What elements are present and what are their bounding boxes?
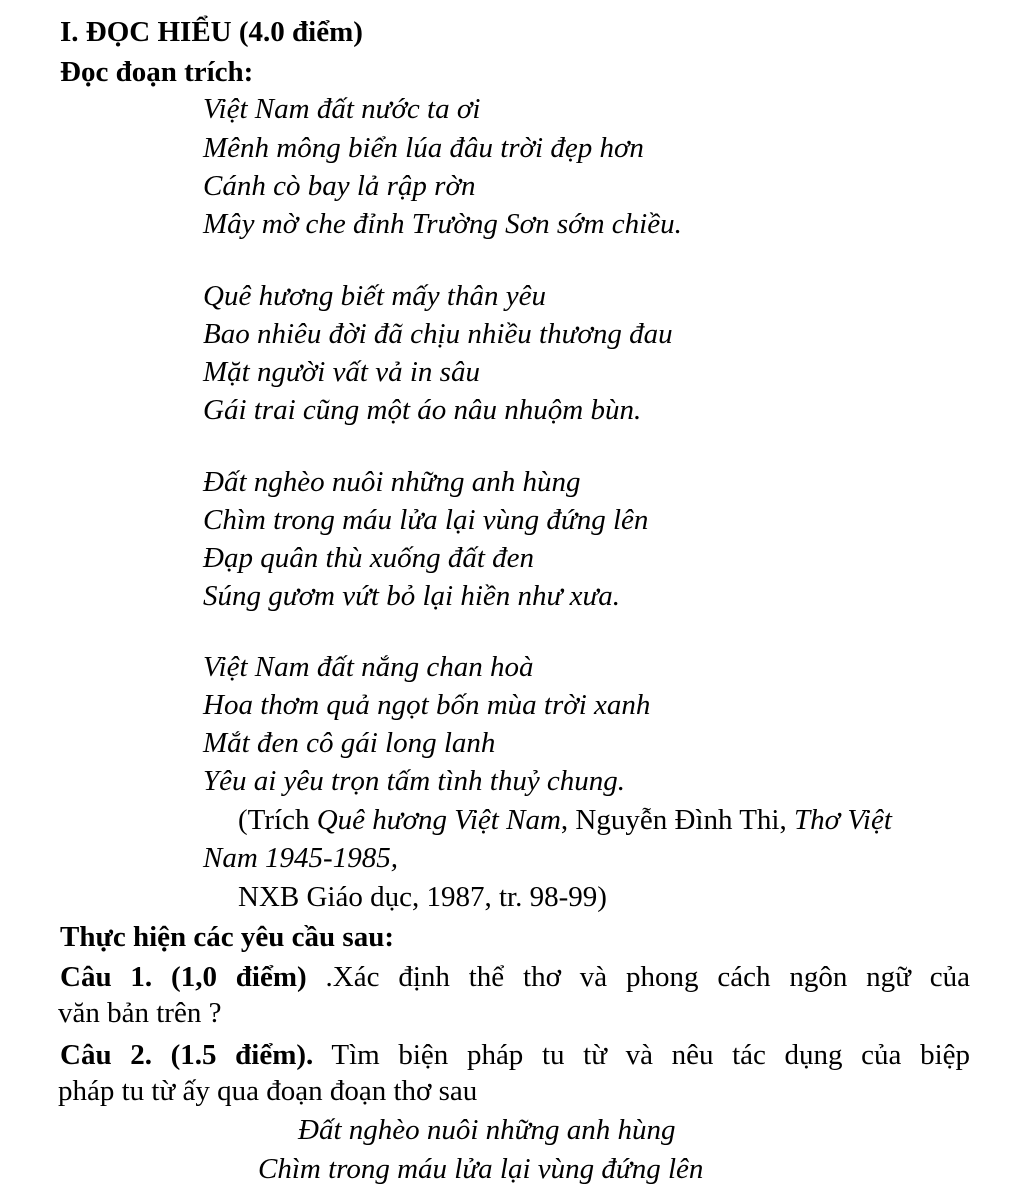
source-citation-line-2: Nam 1945-1985, — [203, 842, 398, 874]
source-work-title: Quê hương Việt Nam — [316, 804, 561, 836]
read-label: Đọc đoạn trích: — [60, 56, 254, 88]
poem-line: Chìm trong máu lửa lại vùng đứng lên — [203, 504, 649, 536]
source-open: (Trích — [238, 804, 317, 836]
excerpt-line: Chìm trong máu lửa lại vùng đứng lên — [258, 1153, 704, 1185]
source-publisher: NXB Giáo dục, 1987, tr. 98-99) — [238, 881, 607, 913]
question-1-line-2: văn bản trên ? — [58, 997, 222, 1029]
source-collection: Thơ Việt — [793, 804, 892, 836]
question-1-line-1 — [60, 961, 970, 994]
poem-line: Mênh mông biển lúa đâu trời đẹp hơn — [203, 132, 644, 164]
source-citation-line-1 — [238, 806, 892, 835]
poem-line: Đất nghèo nuôi những anh hùng — [203, 466, 581, 498]
poem-line: Gái trai cũng một áo nâu nhuộm bùn. — [203, 394, 642, 426]
poem-line: Mây mờ che đỉnh Trường Sơn sớm chiều. — [203, 208, 682, 240]
poem-line: Yêu ai yêu trọn tấm tình thuỷ chung. — [203, 765, 626, 797]
tasks-heading: Thực hiện các yêu cầu sau: — [60, 921, 394, 953]
question-2-line-1 — [60, 1039, 970, 1072]
section-title: I. ĐỌC HIỂU (4.0 điểm) — [60, 16, 363, 48]
poem-line: Mặt người vất vả in sâu — [203, 356, 480, 388]
question-1-label: Câu 1. (1,0 điểm) — [60, 961, 307, 993]
source-author: , Nguyễn Đình Thi, — [560, 804, 794, 836]
excerpt-line: Đất nghèo nuôi những anh hùng — [298, 1114, 676, 1146]
poem-line: Cánh cò bay lả rập rờn — [203, 170, 476, 202]
poem-line: Mắt đen cô gái long lanh — [203, 727, 496, 759]
question-2-text: Tìm biện pháp tu từ và nêu tác dụng của biệp — [313, 1039, 970, 1071]
poem-line: Việt Nam đất nước ta ơi — [203, 93, 481, 125]
poem-line: Bao nhiêu đời đã chịu nhiều thương đau — [203, 318, 673, 350]
question-2-label: Câu 2. (1.5 điểm). — [60, 1039, 314, 1071]
question-1-text: .Xác định thể thơ và phong cách ngôn ngữ của — [306, 961, 970, 993]
poem-line: Quê hương biết mấy thân yêu — [203, 280, 546, 312]
poem-line: Hoa thơm quả ngọt bốn mùa trời xanh — [203, 689, 651, 721]
poem-line: Đạp quân thù xuống đất đen — [203, 542, 535, 574]
poem-line: Súng gươm vứt bỏ lại hiền như xưa. — [203, 580, 621, 612]
poem-line: Việt Nam đất nắng chan hoà — [203, 651, 534, 683]
question-2-line-2: pháp tu từ ấy qua đoạn đoạn thơ sau — [58, 1075, 478, 1107]
